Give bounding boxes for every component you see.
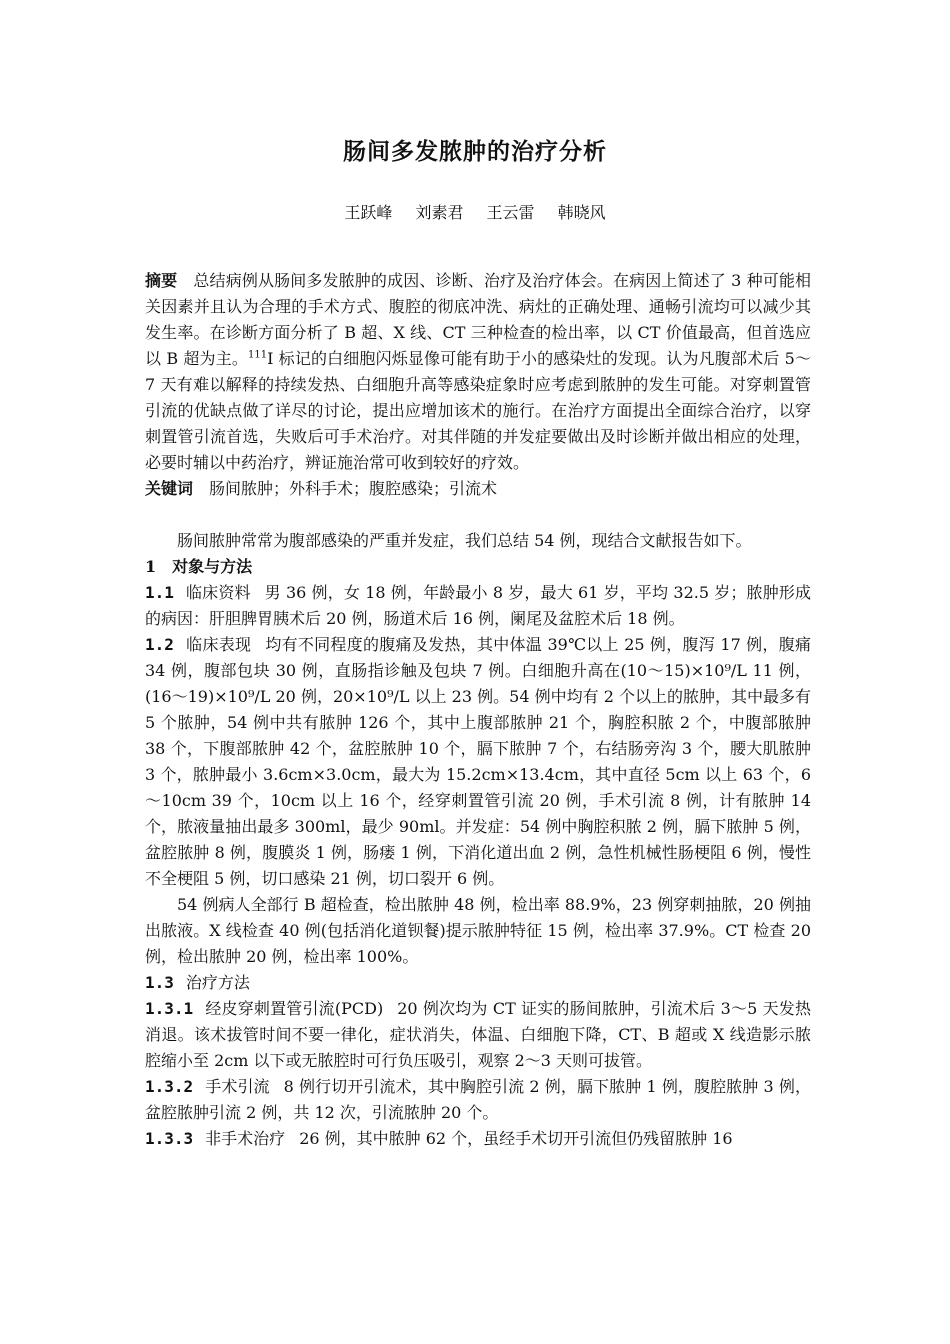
subsection-clinical-features [145,632,811,892]
subsection-treatment [145,970,811,996]
author-name: 韩晓风 [557,203,606,222]
author-name: 王云雷 [486,203,535,222]
subsection-title: 经皮穿刺置管引流(PCD) [205,999,384,1018]
abstract-label: 摘要 [145,271,178,290]
subsection-number: 1.3 [145,973,174,992]
subsection-title: 非手术治疗 [205,1129,286,1148]
subsection-number: 1.3.3 [145,1129,194,1148]
subsection-number: 1.1 [145,583,174,602]
subsection-nonsurgical [145,1126,811,1152]
author-name: 刘素君 [415,203,464,222]
subsection-number: 1.3.1 [145,999,194,1018]
keywords-line [145,476,811,502]
author-list [0,200,950,223]
subsection-title: 治疗方法 [185,973,250,992]
subsection-number: 1.2 [145,635,174,654]
subsection-text: 男 36 例，女 18 例，年龄最小 8 岁，最大 61 岁，平均 32.5 岁；脓肿形成的病因：肝胆脾胃胰术后 20 例，肠道术后 16 例，阑尾及盆腔术后 18 例。 [145,583,811,628]
section-title: 对象与方法 [172,557,253,576]
subsection-text: 8 例行切开引流术，其中胸腔引流 2 例，膈下脓肿 1 例，腹腔脓肿 3 例，盆腔脓肿引流 2 例，共 12 次，引流脓肿 20 个。 [145,1077,811,1122]
paper-title: 肠间多发脓肿的治疗分析 [343,138,607,165]
author-name: 王跃峰 [344,203,393,222]
subsection-clinical-data [145,580,811,632]
isotope-superscript: 111 [248,349,268,361]
keywords-label: 关键词 [145,479,194,498]
subsection-title: 临床表现 [185,635,252,654]
subsection-title: 手术引流 [205,1077,270,1096]
intro-paragraph: 肠间脓肿常常为腹部感染的严重并发症，我们总结 54 例，现结合文献报告如下。 [177,531,752,550]
abstract-text-cont: I 标记的白细胞闪烁显像可能有助于小的感染灶的发现。认为凡腹部术后 5～7 天有难以解释的持续发热、白细胞升高等感染症象时应考虑到脓肿的发生可能。对穿刺置管引流的优缺点做了详尽的讨论，提出应增加该术的施行。在治疗方面提出全面综合治疗，以穿刺置管引流首选，失败后可手术治疗。对其伴随的并发症要做出及时诊断并做出相应的处理，必要时辅以中药治疗，辨证施治常可收到较好的疗效。 [145,349,811,472]
keywords-text: 肠间脓肿；外科手术；腹腔感染；引流术 [209,479,498,498]
subsection-surgical-drainage [145,1074,811,1126]
subsection-pcd [145,996,811,1074]
subsection-number: 1.3.2 [145,1077,194,1096]
section-number: 1 [145,557,157,576]
imaging-paragraph: 54 例病人全部行 B 超检查，检出脓肿 48 例，检出率 88.9%，23 例穿刺抽脓，20 例抽出脓液。X 线检查 40 例(包括消化道钡餐)提示脓肿特征 15 例，检出率 37.9%。CT 检查 20 例，检出脓肿 20 例，检出率 100%。 [145,895,811,966]
section-heading [145,554,811,580]
abstract-paragraph [145,268,811,476]
subsection-text: 26 例，其中脓肿 62 个，虽经手术切开引流但仍残留脓肿 16 [299,1129,733,1148]
abstract-text: 总结病例从肠间多发脓肿的成因、诊断、治疗及治疗体会。在病因上简述了 3 种可能相关因素并且认为合理的手术方式、腹腔的彻底冲洗、病灶的正确处理、通畅引流均可以减少其发生率。在诊断方面分析了 B 超、X 线、CT 三种检查的检出率，以 CT 价值最高，但首选应以 B 超为主。 [145,271,811,368]
paper-body [145,268,811,1152]
subsection-text: 均有不同程度的腹痛及发热，其中体温 39℃以上 25 例，腹泻 17 例，腹痛 34 例，腹部包块 30 例，直肠指诊触及包块 7 例。白细胞升高在(10～15)×10⁹/L 11 例，(16～19)×10⁹/L 20 例，20×10⁹/L 以上 23 例。54 例中均有 2 个以上的脓肿，其中最多有 5 个脓肿，54 例中共有脓肿 126 个，其中上腹部脓肿 21 个，胸腔积脓 2 个，中腹部脓肿 38 个，下腹部脓肿 42 个，盆腔脓肿 10 个，膈下脓肿 7 个，右结肠旁沟 3 个，腰大肌脓肿 3 个，脓肿最小 3.6cm×3.0cm，最大为 15.2cm×13.4cm，其中直径 5cm 以上 63 个，6～10cm 39 个，10cm 以上 16 个，经穿刺置管引流 20 例，手术引流 8 例，计有脓肿 14 个，脓液量抽出最多 300ml，最少 90ml。并发症：54 例中胸腔积脓 2 例，膈下脓肿 5 例，盆腔脓肿 8 例，腹膜炎 1 例，肠瘘 1 例，下消化道出血 2 例，急性机械性肠梗阻 6 例，慢性不全梗阻 5 例，切口感染 21 例，切口裂开 6 例。 [145,635,811,888]
subsection-title: 临床资料 [185,583,251,602]
subsection-text: 20 例次均为 CT 证实的肠间脓肿，引流术后 3～5 天发热消退。该术拔管时间不要一律化，症状消失，体温、白细胞下降，CT、B 超或 X 线造影示脓腔缩小至 2cm 以下或无脓腔时可行负压吸引，观察 2～3 天则可拔管。 [145,999,811,1070]
